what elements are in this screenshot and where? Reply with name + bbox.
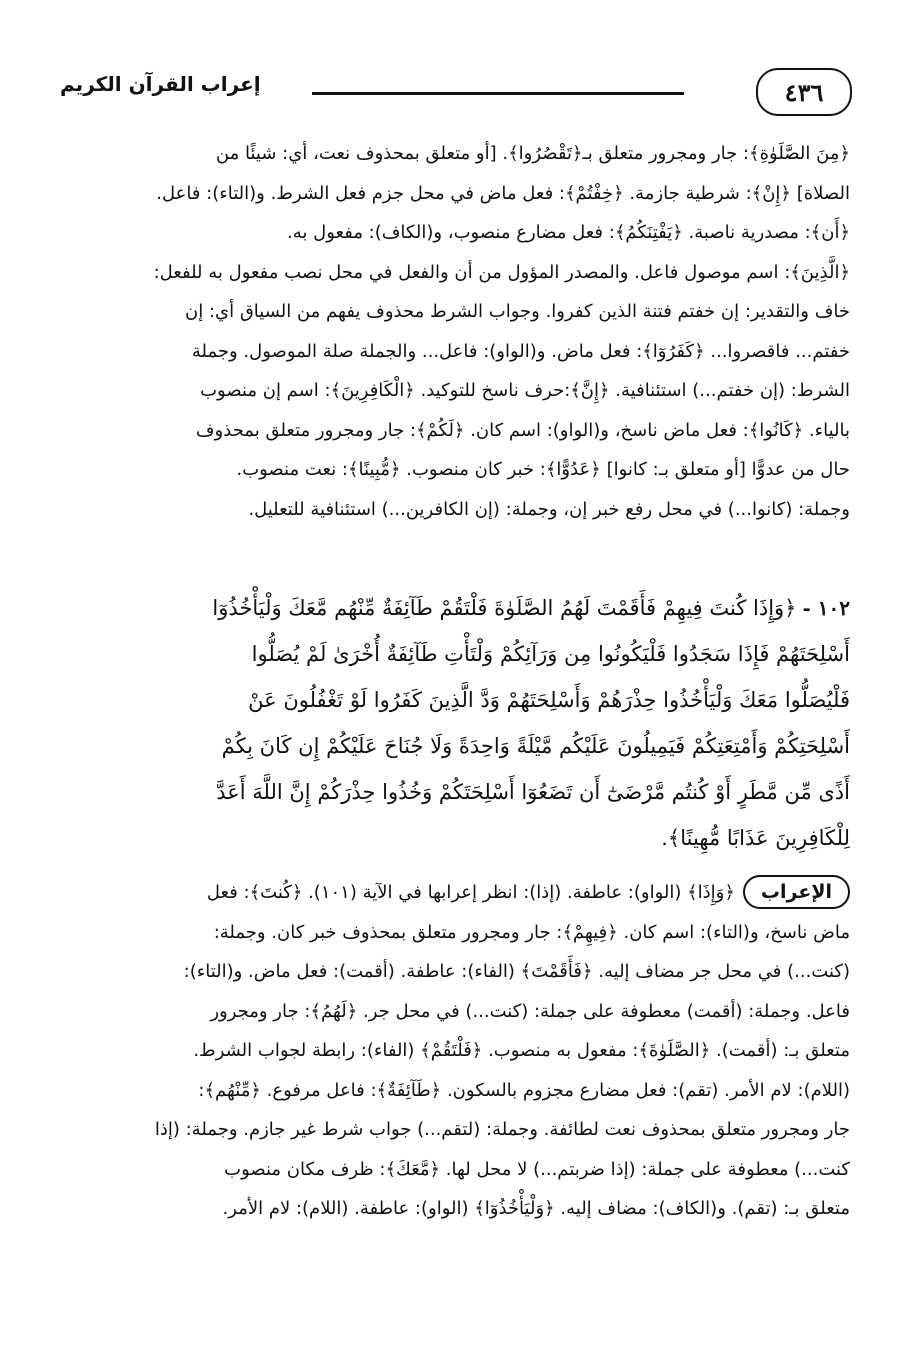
text-line: الصلاة] ﴿إِنْ﴾: شرطية جازمة. ﴿خِفْتُمْ﴾: فعل ماض في محل جزم فعل الشرط. و(التاء): فاعل.: [156, 182, 850, 204]
text-line: خاف والتقدير: إن خفتم فتنة الذين كفروا. وجواب الشرط محذوف يفهم من السياق أي: إن: [185, 301, 850, 322]
verse-line: أَسْلِحَتِكُمْ وَأَمْتِعَتِكُمْ فَيَمِيلُونَ عَلَيْكُم مَّيْلَةً وَاحِدَةً وَلَا جُنَاحَ عَلَيْكُمْ إِن كَانَ بِكُمْ: [221, 734, 850, 758]
text-line: خفتم... فاقصروا... ﴿كَفَرُوٓا﴾: فعل ماض. و(الواو): فاعل... والجملة صلة الموصول. وجملة: [191, 340, 850, 362]
verse-line: فَلْيُصَلُّوا مَعَكَ وَلْيَأْخُذُوا حِذْرَهُمْ وَأَسْلِحَتَهُمْ وَدَّ الَّذِينَ كَفَرُوا لَوْ تَغْفُلُونَ عَنْ: [248, 688, 850, 712]
book-title: إعراب القرآن الكريم: [60, 72, 261, 96]
verse-line: [60, 585, 850, 631]
verse-line: أَذًى مِّن مَّطَرٍ أَوْ كُنتُم مَّرْضَىٰٓ أَن تَضَعُوٓا أَسْلِحَتَكُمْ وَخُذُوا حِذْرَكُمْ إِنَّ اللَّهَ أَعَدَّ: [216, 780, 850, 804]
irab-text: ﴿وَإِذَا﴾ (الواو): عاطفة. (إذا): انظر إعرابها في الآية (١٠١). ﴿كُنتَ﴾: فعل: [206, 882, 735, 903]
text-line: ﴿أَن﴾: مصدرية ناصبة. ﴿يَفْتِنَكُمُ﴾: فعل مضارع منصوب، و(الكاف): مفعول به.: [287, 222, 850, 243]
text-line: حال من عدوًّا [أو متعلق بـ: كانوا] ﴿عَدُوًّا﴾: خبر كان منصوب. ﴿مُّبِينًا﴾: نعت منصوب.: [236, 459, 850, 480]
text-line: (كنت...) في محل جر مضاف إليه. ﴿فَأَقَمْتَ﴾ (الفاء): عاطفة. (أقمت): فعل ماض. و(التاء):: [183, 961, 850, 982]
text-line: جار ومجرور متعلق بمحذوف نعت لطائفة. وجملة: (لتقم...) جواب شرط غير جازم. وجملة: (إذا: [154, 1119, 850, 1140]
header-rule: [312, 92, 684, 95]
verse-line: لِلْكَافِرِينَ عَذَابًا مُّهِينًا﴾.: [661, 826, 850, 850]
text-line: ماض ناسخ، و(التاء): اسم كان. ﴿فِيهِمْ﴾: جار ومجرور متعلق بمحذوف خبر كان. وجملة:: [213, 921, 850, 943]
text-line: الشرط: (إن خفتم...) استئنافية. ﴿إِنَّ﴾:حرف ناسخ للتوكيد. ﴿الْكَافِرِينَ﴾: اسم إن منصوب: [200, 380, 850, 401]
text-line: متعلق بـ: (تقم). و(الكاف): مضاف إليه. ﴿وَلْيَأْخُذُوٓا﴾ (الواو): عاطفة. (اللام): لام الأمر.: [222, 1198, 850, 1219]
text-line: وجملة: (كانوا...) في محل رفع خبر إن، وجملة: (إن الكافرين...) استئنافية للتعليل.: [248, 498, 850, 520]
text-line: ﴿مِنَ الصَّلَوٰةِ﴾: جار ومجرور متعلق بـ﴿تَقْصُرُوا﴾. [أو متعلق بمحذوف نعت، أي: شيئًا من: [215, 143, 850, 164]
irab-section: [60, 873, 850, 1229]
irab-badge: الإعراب: [743, 875, 850, 909]
commentary-paragraph: [60, 134, 850, 529]
text-line: ﴿الَّذِينَ﴾: اسم موصول فاعل. والمصدر المؤول من أن والفعل في محل نصب مفعول به للفعل:: [153, 261, 850, 283]
text-line: (اللام): لام الأمر. (تقم): فعل مضارع مجزوم بالسكون. ﴿طَآئِفَةٌ﴾: فاعل مرفوع. ﴿مِّنْهُم﴾:: [198, 1079, 850, 1101]
text-line: فاعل. وجملة: (أقمت) معطوفة على جملة: (كنت...) في محل جر. ﴿لَهُمُ﴾: جار ومجرور: [210, 1000, 850, 1022]
text-line: بالياء. ﴿كَانُوا﴾: فعل ماض ناسخ، و(الواو): اسم كان. ﴿لَكُمْ﴾: جار ومجرور متعلق بمحذوف: [195, 419, 850, 441]
irab-heading-line: [60, 873, 850, 913]
quran-verse: [60, 585, 850, 861]
text-line: كنت...) معطوفة على جملة: (إذا ضربتم...) لا محل لها. ﴿مَّعَكَ﴾: ظرف مكان منصوب: [224, 1158, 850, 1180]
verse-line: أَسْلِحَتَهُمْ فَإِذَا سَجَدُوا فَلْيَكُونُوا مِن وَرَآئِكُمْ وَلْتَأْتِ طَآئِفَةٌ أُخْرَىٰ لَمْ يُصَلُّوا: [251, 642, 850, 666]
verse-number: ١٠٢ -: [802, 596, 850, 620]
page-header: [60, 68, 852, 126]
page-number: ٤٣٦: [756, 68, 852, 116]
verse-text: ﴿وَإِذَا كُنتَ فِيهِمْ فَأَقَمْتَ لَهُمُ الصَّلَوٰةَ فَلْتَقُمْ طَآئِفَةٌ مِّنْهُم مَّعَكَ وَلْيَأْخُذُوٓا: [212, 596, 797, 620]
text-line: متعلق بـ: (أقمت). ﴿الصَّلَوٰةَ﴾: مفعول به منصوب. ﴿فَلْتَقُمْ﴾ (الفاء): رابطة لجواب الشرط.: [193, 1040, 850, 1061]
